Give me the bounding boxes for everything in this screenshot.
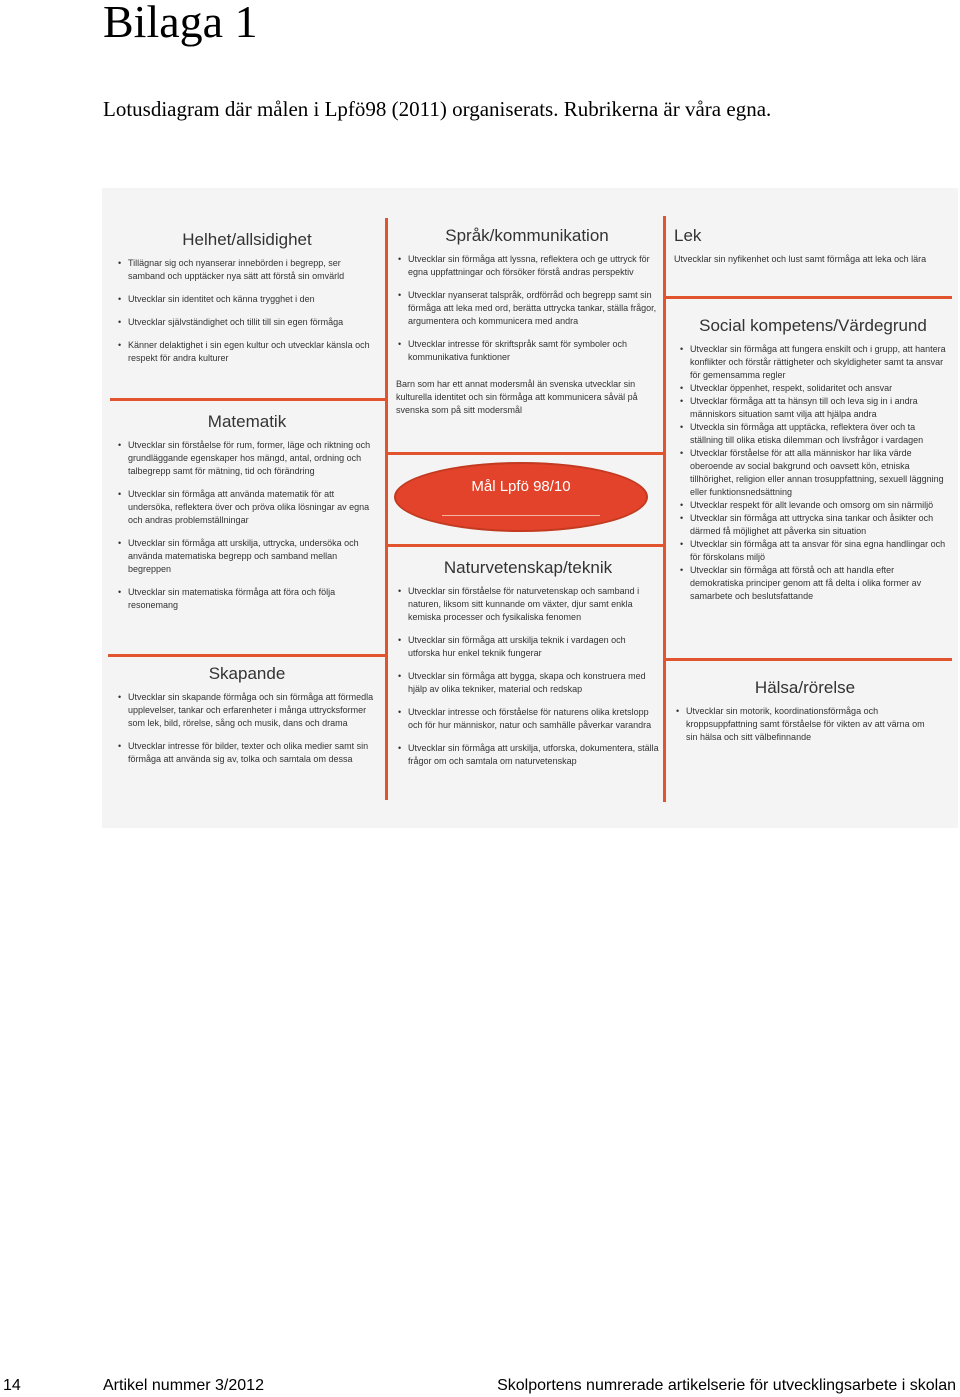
figure-caption: Lotusdiagram där målen i Lpfö98 (2011) organiserats. Rubrikerna är våra egna.	[103, 97, 772, 121]
cell-title: Helhet/allsidighet	[182, 230, 312, 249]
list-item: • Utvecklar sin motorik, koordinationsförmåga och kroppsuppfattning samt förståelse för vikten av att värna om sin hälsa och sitt välbefinnande	[686, 705, 936, 744]
list-item: • Utvecklar sin förmåga att fungera enskilt och i grupp, att hantera konflikter och förstår rättigheter och skyldigheter samt ta ansvar för gemensamma regler	[690, 343, 948, 382]
grid-line-middle-top	[388, 452, 664, 455]
center-goal-label: Mål Lpfö 98/10	[471, 478, 571, 495]
cell-halsa	[674, 678, 936, 744]
list-item: • Utvecklar sin förmåga att bygga, skapa och konstruera med hjälp av olika tekniker, material och redskap	[408, 670, 660, 696]
cell-text: Utvecklar sin nyfikenhet och lust samt förmåga att leka och lära	[674, 254, 927, 264]
list-item: • Utvecklar sin matematiska förmåga att föra och följa resonemang	[128, 586, 378, 612]
cell-title: Lek	[674, 226, 702, 245]
center-goal-ellipse	[394, 462, 648, 532]
list-item: • Utvecklar sin förmåga att uttrycka sina tankar och åsikter och därmed få möjlighet att påverka sin situation	[690, 512, 948, 538]
cell-sprak	[396, 226, 658, 423]
grid-line-vertical-left	[385, 218, 388, 800]
list-item: • Utvecklar sin förmåga att urskilja, uttrycka, undersöka och använda matematiska begrepp och samband mellan begreppen	[128, 537, 378, 576]
list-item: • Utvecklar sin förmåga att använda matematik för att undersöka, reflektera över och pröva olika lösningar av egna och andras problemställningar	[128, 488, 378, 527]
cell-matematik	[116, 412, 378, 612]
footer-rule	[0, 1372, 960, 1373]
cell-lek	[674, 226, 952, 272]
cell-helhet	[116, 230, 378, 365]
list-item: • Utvecklar nyanserat talspråk, ordförråd och begrepp samt sin förmåga att leka med ord, berätta uttrycka tankar, ställa frågor, argumentera och kommunicera med andra	[408, 289, 658, 328]
page-title: Bilaga 1	[103, 0, 258, 47]
cell-social	[678, 316, 948, 603]
list-item: • Utvecklar sin förmåga att ta ansvar för sina egna handlingar och för förskolans miljö	[690, 538, 948, 564]
list-item: • Utvecklar förståelse för att alla människor har lika värde oberoende av social bakgrund och oavsett kön, etniska tillhörighet, religion eller annan trosuppfattning, sexuell läggning eller funktionsnedsättning	[690, 447, 948, 499]
page-number: 14	[3, 1377, 21, 1394]
cell-title: Hälsa/rörelse	[754, 678, 856, 697]
list-item: • Utvecklar intresse och förståelse för naturens olika kretslopp och för hur människor, natur och samhälle påverkar varandra	[408, 706, 660, 732]
cell-skapande	[116, 664, 378, 766]
center-goal-underline	[442, 515, 600, 516]
list-item: • Utvecklar sin förståelse för naturvetenskap och samband i naturen, liksom sitt kunnande om växter, djur samt enkla kemiska processer och fysikaliska fenomen	[408, 585, 660, 624]
list-item: • Utvecklar intresse för bilder, texter och olika medier samt sin förmåga att använda sig av, tolka och samtala om dessa	[128, 740, 378, 766]
journal-issue: Artikel nummer 3/2012	[103, 1377, 264, 1394]
list-item: • Utvecklar sin förmåga att urskilja, utforska, dokumentera, ställa frågor om och samtala om naturvetenskap	[408, 742, 660, 768]
cell-note: Barn som har ett annat modersmål än svenska utvecklar sin kulturella identitet och sin förmåga att kommunicera såväl på svenska som på sitt modersmål	[396, 379, 638, 415]
grid-line-left-bottom	[108, 654, 386, 657]
list-item: • Utvecklar intresse för skriftspråk samt för symboler och kommunikativa funktioner	[408, 338, 658, 364]
grid-line-middle-bottom	[388, 544, 664, 547]
list-item: • Tillägnar sig och nyanserar innebörden i begrepp, ser samband och upptäcker nya sätt att förstå sin omvärld	[128, 257, 378, 283]
list-item: • Utvecklar förmåga att ta hänsyn till och leva sig in i andra människors situation samt vilja att hjälpa andra	[690, 395, 948, 421]
series-name: Skolportens numrerade artikelserie för utvecklingsarbete i skolan	[497, 1377, 956, 1394]
list-item: • Utvecklar självständighet och tillit till sin egen förmåga	[128, 316, 378, 329]
cell-title: Skapande	[208, 664, 286, 683]
cell-title: Matematik	[207, 412, 287, 431]
list-item: • Utvecklar sin förmåga att förstå och att handla efter demokratiska principer genom att få delta i olika former av samarbete och beslutsfattande	[690, 564, 948, 603]
grid-line-left-top	[110, 398, 386, 401]
list-item: • Utvecklar respekt för allt levande och omsorg om sin närmiljö	[690, 499, 948, 512]
list-item: • Utvecklar sin förmåga att lyssna, reflektera och ge uttryck för egna uppfattningar och försöker förstå andras perspektiv	[408, 253, 658, 279]
list-item: • Känner delaktighet i sin egen kultur och utvecklar känsla och respekt för andra kulturer	[128, 339, 378, 365]
grid-line-right-top	[666, 296, 952, 299]
list-item: • Utvecklar sin skapande förmåga och sin förmåga att förmedla upplevelser, tankar och erfarenheter i många uttrycksformer som lek, bild, rörelse, sång och musik, dans och drama	[128, 691, 378, 730]
cell-naturvetenskap	[396, 558, 660, 768]
grid-line-right-bottom	[666, 658, 952, 661]
list-item: • Utvecklar öppenhet, respekt, solidaritet och ansvar	[690, 382, 948, 395]
cell-title: Språk/kommunikation	[445, 226, 609, 245]
list-item: • Utvecklar sin förståelse för rum, former, läge och riktning och grundläggande egenskaper hos mängd, antal, ordning och talbegrepp samt för mätning, tid och förändring	[128, 439, 378, 478]
list-item: • Utvecklar sin identitet och känna trygghet i den	[128, 293, 378, 306]
grid-line-vertical-right	[663, 216, 666, 802]
cell-title: Naturvetenskap/teknik	[443, 558, 613, 577]
lotus-diagram	[102, 188, 958, 828]
list-item: • Utveckla sin förmåga att upptäcka, reflektera över och ta ställning till olika etiska dilemman och livsfrågor i vardagen	[690, 421, 948, 447]
cell-title: Social kompetens/Värdegrund	[699, 316, 927, 335]
list-item: • Utvecklar sin förmåga att urskilja teknik i vardagen och utforska hur enkel teknik fungerar	[408, 634, 660, 660]
